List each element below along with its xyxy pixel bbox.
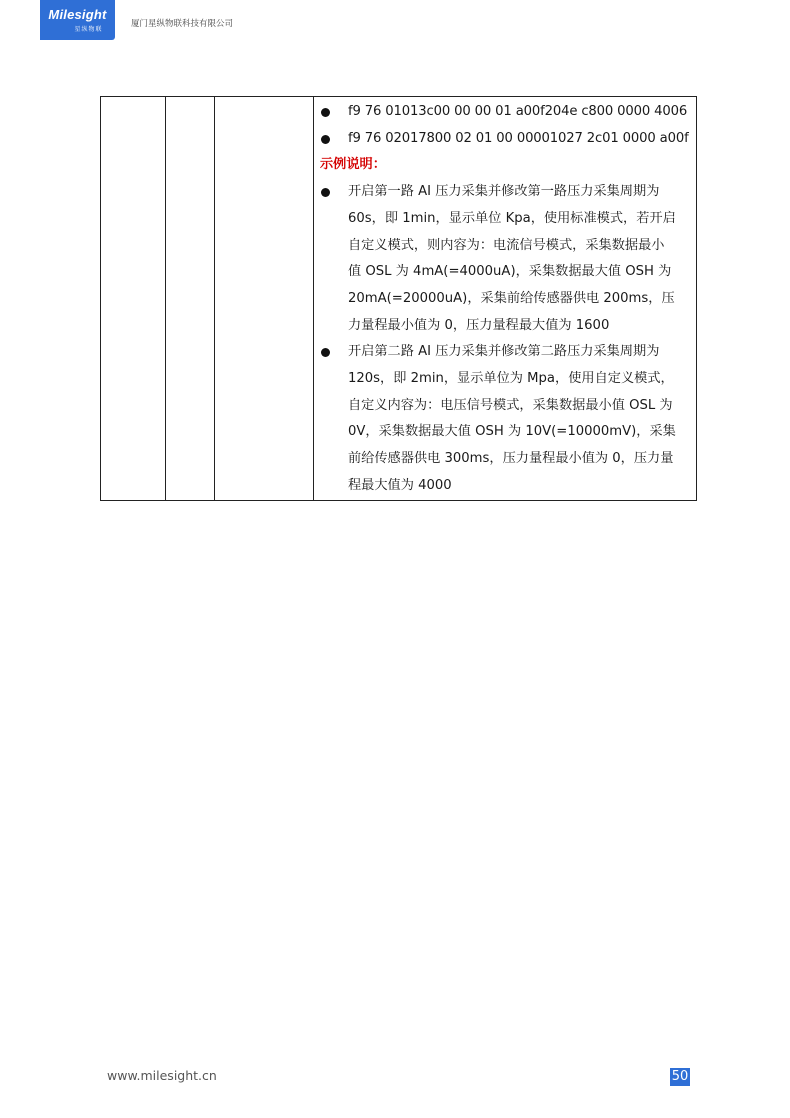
example-1-line-4: 值 OSL 为 4mA(=4000uA)，采集数据最大值 OSH 为 [348, 264, 672, 280]
company-name: 厦门星纵物联科技有限公司 [131, 19, 234, 29]
example-1-line-1: 开启第一路 AI 压力采集并修改第一路压力采集周期为 [348, 184, 660, 200]
bullet-icon [321, 135, 330, 144]
example-item-2 [320, 339, 690, 499]
example-item-1 [320, 179, 690, 339]
code-line-2 [320, 126, 690, 153]
company-logo [40, 0, 115, 40]
code-text-1: f9 76 01013c00 00 00 01 a00f204e c800 0000 4006 [348, 104, 688, 119]
example-2-line-3: 自定义内容为：电压信号模式，采集数据最小值 OSL 为 [348, 397, 673, 413]
table-cell-empty-2 [166, 97, 215, 501]
bullet-icon [321, 188, 330, 197]
example-2-line-4: 0V，采集数据最大值 OSH 为 10V(=10000mV)，采集 [348, 424, 676, 440]
example-2-line-2: 120s，即 2min，显示单位为 Mpa，使用自定义模式， [348, 371, 674, 387]
spec-table [100, 96, 697, 501]
table-row [101, 97, 697, 501]
logo-subtext: 星纵物联 [74, 26, 103, 33]
page-number: 50 [671, 1069, 689, 1084]
code-text-2: f9 76 02017800 02 01 00 00001027 2c01 0000 a00f [348, 130, 689, 146]
footer-website: www.milesight.cn [107, 1068, 217, 1083]
example-1-line-5: 20mA(=20000uA)，采集前给传感器供电 200ms，压 [348, 290, 675, 306]
example-1-line-3: 自定义模式，则内容为：电流信号模式，采集数据最小 [348, 237, 665, 253]
bullet-icon [321, 348, 330, 357]
example-2-line-5: 前给传感器供电 300ms，压力量程最小值为 0，压力量 [348, 451, 674, 467]
code-line-1 [320, 99, 690, 126]
table-cell-content [314, 97, 697, 501]
example-1-line-2: 60s，即 1min，显示单位 Kpa，使用标准模式，若开启 [348, 210, 676, 226]
example-2-line-1: 开启第二路 AI 压力采集并修改第二路压力采集周期为 [348, 344, 660, 360]
example-1-line-6: 力量程最小值为 0，压力量程最大值为 1600 [348, 317, 610, 333]
logo-text: Milesight [48, 7, 107, 22]
table-cell-empty-1 [101, 97, 166, 501]
table-cell-empty-3 [215, 97, 314, 501]
example-2-line-6: 程最大值为 4000 [348, 477, 452, 493]
example-label: 示例说明： [320, 157, 386, 173]
bullet-icon [321, 108, 330, 117]
